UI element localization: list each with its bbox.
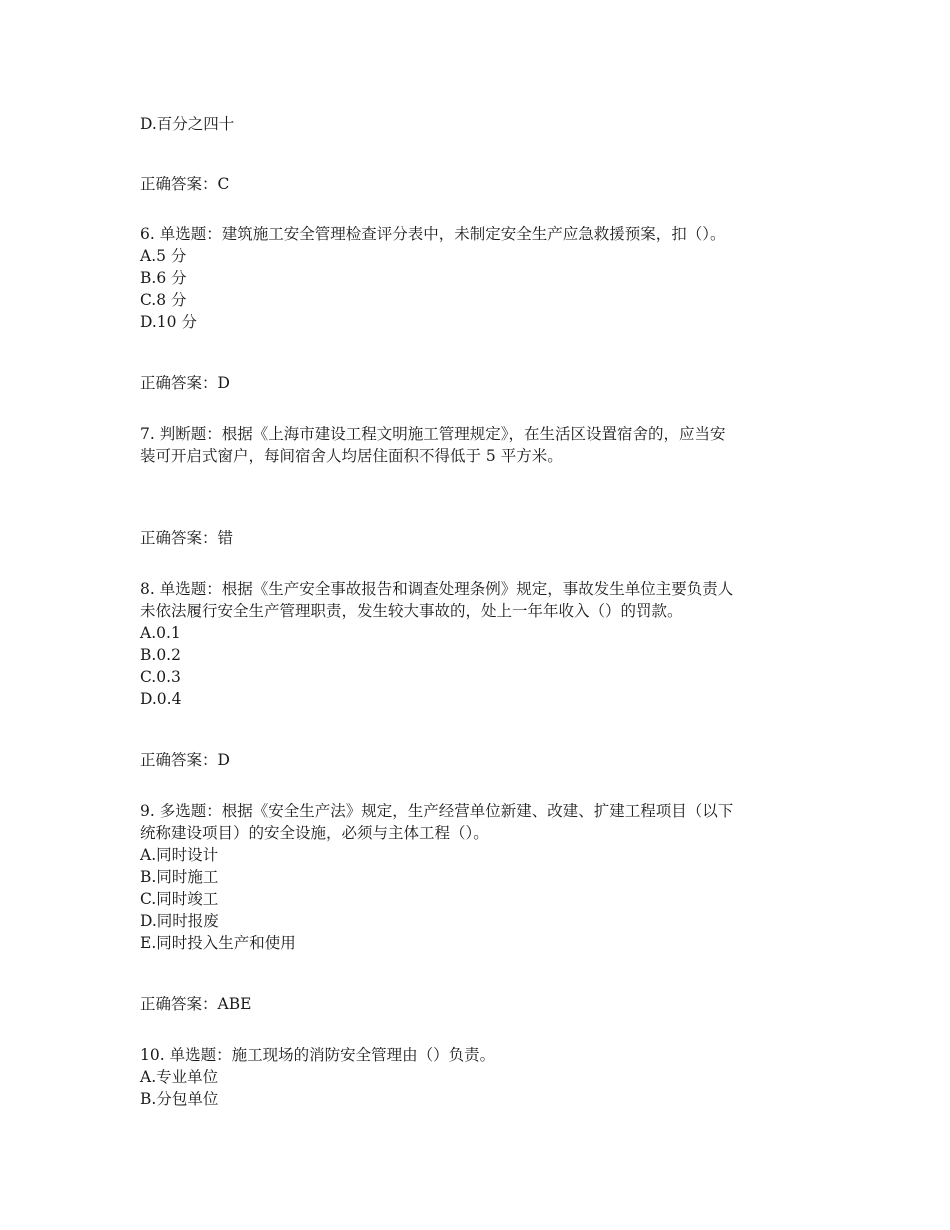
option-text: D.10 分 [140, 313, 197, 331]
question-stem: 未依法履行安全生产管理职责，发生较大事故的，处上一年年收入（）的罚款。 [140, 602, 683, 620]
option-text: A.同时设计 [140, 846, 219, 864]
option-text: C.同时竣工 [140, 890, 219, 908]
option-text: D.同时报废 [140, 912, 219, 930]
option-text: C.8 分 [140, 291, 187, 309]
answer-text: 正确答案：D [140, 750, 230, 769]
option-text: A.0.1 [140, 624, 181, 642]
option-text: E.同时投入生产和使用 [140, 934, 296, 952]
answer-text: 正确答案：C [140, 174, 230, 193]
option-text: D.百分之四十 [140, 115, 235, 133]
question-stem: 8. 单选题：根据《生产安全事故报告和调查处理条例》规定，事故发生单位主要负责人 [140, 580, 734, 598]
question-stem: 6. 单选题：建筑施工安全管理检查评分表中，未制定安全生产应急救援预案，扣（）。 [140, 225, 726, 243]
question-stem: 7. 判断题：根据《上海市建设工程文明施工管理规定》，在生活区设置宿舍的，应当安 [140, 425, 726, 443]
option-text: B.0.2 [140, 646, 181, 664]
option-text: A.专业单位 [140, 1068, 219, 1086]
question-stem: 装可开启式窗户，每间宿舍人均居住面积不得低于 5 平方米。 [140, 447, 563, 465]
option-text: D.0.4 [140, 690, 182, 708]
option-text: A.5 分 [140, 247, 187, 265]
option-text: B.同时施工 [140, 868, 219, 886]
answer-text: 正确答案：D [140, 373, 230, 392]
question-stem: 统称建设项目）的安全设施，必须与主体工程（）。 [140, 824, 489, 842]
question-stem: 10. 单选题：施工现场的消防安全管理由（）负责。 [140, 1046, 496, 1064]
option-text: B.分包单位 [140, 1090, 219, 1108]
option-text: B.6 分 [140, 269, 187, 287]
answer-text: 正确答案：ABE [140, 994, 252, 1013]
answer-text: 正确答案：错 [140, 528, 234, 547]
option-text: C.0.3 [140, 668, 181, 686]
question-stem: 9. 多选题：根据《安全生产法》规定，生产经营单位新建、改建、扩建工程项目（以下 [140, 802, 734, 820]
